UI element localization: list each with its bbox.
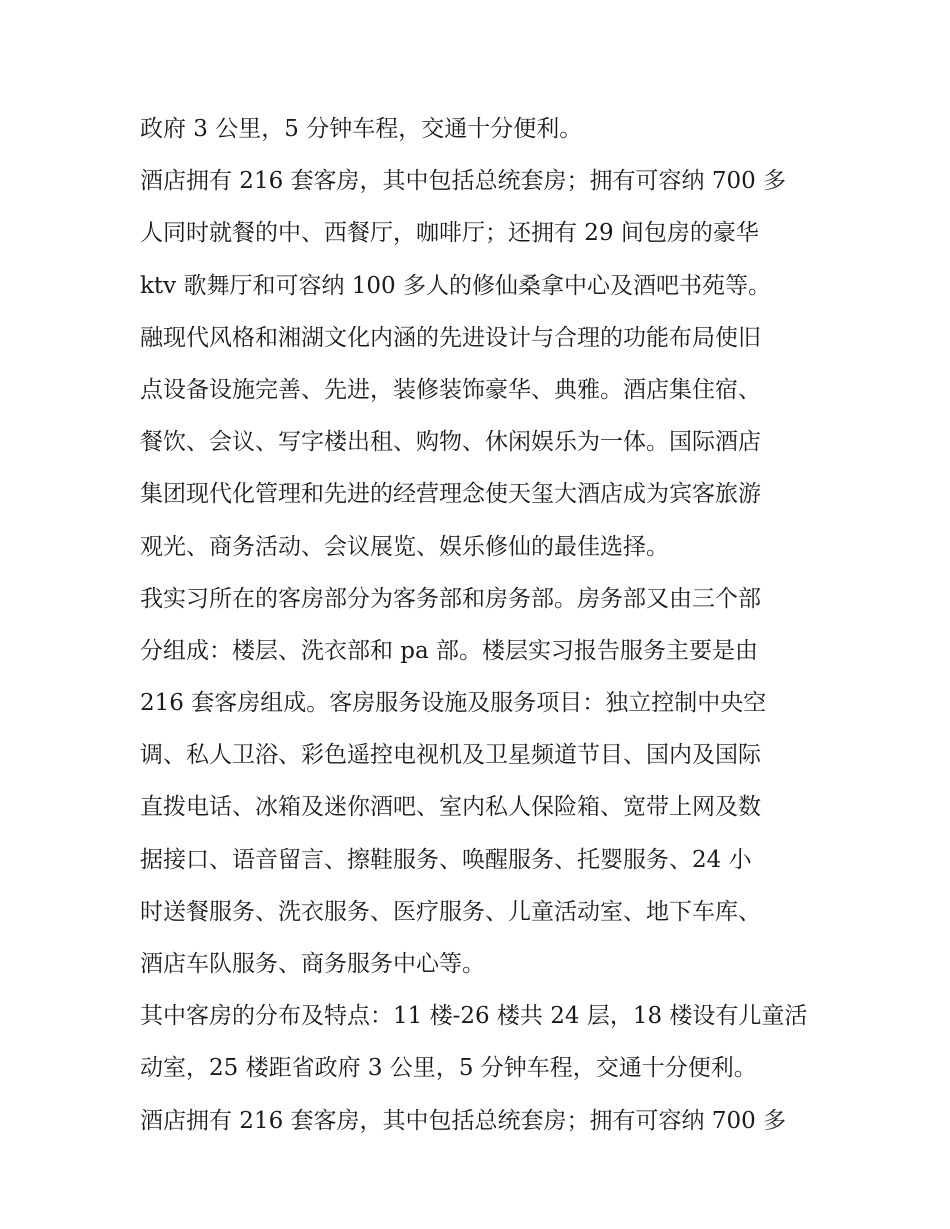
text-line: 酒店拥有 216 套客房，其中包括总统套房；拥有可容纳 700 多 xyxy=(140,168,787,195)
text-line: 融现代风格和湘湖文化内涵的先进设计与合理的功能布局使旧 xyxy=(140,324,761,351)
text-line: 时送餐服务、洗衣服务、医疗服务、儿童活动室、地下车库、 xyxy=(140,898,761,925)
text-line: 点设备设施完善、先进，装修装饰豪华、典雅。酒店集住宿、 xyxy=(140,376,761,403)
text-line: 216 套客房组成。客房服务设施及服务项目：独立控制中央空 xyxy=(140,690,767,717)
text-line: 动室，25 楼距省政府 3 公里，5 分钟车程，交通十分便利。 xyxy=(140,1055,757,1082)
text-line: 集团现代化管理和先进的经营理念使天玺大酒店成为宾客旅游 xyxy=(140,481,761,508)
text-line: 餐饮、会议、写字楼出租、购物、休闲娱乐为一体。国际酒店 xyxy=(140,429,761,456)
body-text xyxy=(140,108,820,1152)
text-line: 直拨电话、冰箱及迷你酒吧、室内私人保险箱、宽带上网及数 xyxy=(140,794,761,821)
text-line: 酒店车队服务、商务服务中心等。 xyxy=(140,951,485,977)
text-line: 人同时就餐的中、西餐厅，咖啡厅；还拥有 29 间包房的豪华 xyxy=(140,220,759,247)
text-line: 调、私人卫浴、彩色遥控电视机及卫星频道节目、国内及国际 xyxy=(140,742,761,769)
text-line: 酒店拥有 216 套客房，其中包括总统套房；拥有可容纳 700 多 xyxy=(140,1107,787,1134)
text-line: 观光、商务活动、会议展览、娱乐修仙的最佳选择。 xyxy=(140,533,669,560)
text-line: 我实习所在的客房部分为客务部和房务部。房务部又由三个部 xyxy=(140,585,761,612)
text-line: 其中客房的分布及特点：11 楼-26 楼共 24 层，18 楼设有儿童活 xyxy=(140,1003,808,1030)
text-line: 政府 3 公里，5 分钟车程，交通十分便利。 xyxy=(140,116,583,142)
text-line: ktv 歌舞厅和可容纳 100 多人的修仙桑拿中心及酒吧书苑等。 xyxy=(140,272,772,299)
text-line: 据接口、语音留言、擦鞋服务、唤醒服务、托婴服务、24 小 xyxy=(140,846,752,873)
text-line: 分组成：楼层、洗衣部和 pa 部。楼层实习报告服务主要是由 xyxy=(140,637,759,664)
